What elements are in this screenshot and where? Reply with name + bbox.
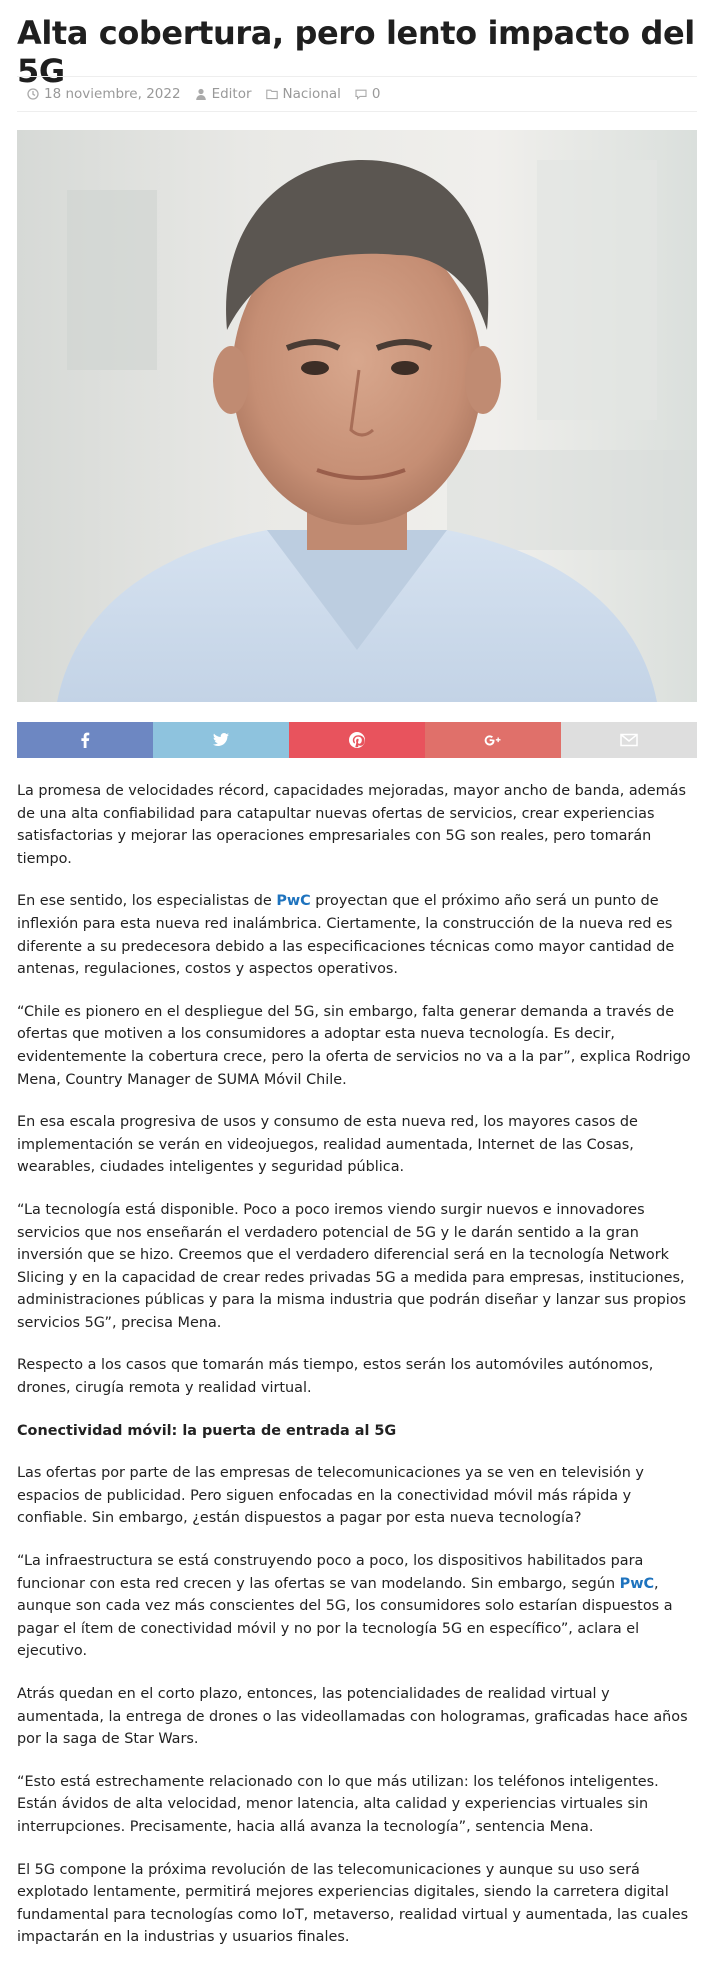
paragraph-text: , aunque son cada vez más conscientes del 5G, los consumidores solo estarían dispuestos a pagar el ítem de conectividad móvil y no por la tecnología 5G en específico”, aclara el ejecutivo.	[17, 1575, 673, 1660]
paragraph-text: En ese sentido, los especialistas de	[17, 893, 277, 910]
meta-date	[27, 86, 181, 102]
article-body	[17, 780, 701, 1969]
paragraph: En esa escala progresiva de usos y consumo de esta nueva red, los mayores casos de implementación se verán en videojuegos, realidad aumentada, Internet de las Cosas, wearables, ciudades inteligentes y seguridad pública.	[17, 1114, 638, 1176]
article-title: Alta cobertura, pero lento impacto del 5G	[17, 14, 695, 91]
paragraph: “Esto está estrechamente relacionado con lo que más utilizan: los teléfonos inteligentes. Están ávidos de alta velocidad, menor latencia, alta calidad y experiencias virtuales sin interrupciones. Precisamente, hacia allá avanza la tecnología”, sentencia Mena.	[17, 1773, 659, 1835]
pwc-link[interactable]: PwC	[276, 893, 311, 910]
paragraph-text: “La infraestructura se está construyendo poco a poco, los dispositivos habilitados para funcionar con esta red crecen y las ofertas se van modelando. Sin embargo, según	[17, 1553, 644, 1592]
paragraph: El 5G compone la próxima revolución de las telecomunicaciones y aunque su uso será explotado lentamente, permitirá mejores experiencias digitales, siendo la carretera digital fundamental para tecnologías como IoT, metaverso, realidad virtual y aumentada, las cuales impactarán en la industrias y usuarios finales.	[17, 1861, 689, 1946]
meta-date-text: 18 noviembre, 2022	[44, 86, 181, 102]
share-twitter-button[interactable]	[153, 722, 289, 758]
article-meta	[17, 76, 697, 112]
portrait-photo	[17, 130, 697, 702]
paragraph: “Chile es pionero en el despliegue del 5G, sin embargo, falta generar demanda a través de ofertas que motiven a los consumidores a adoptar esta nueva tecnología. Es decir, evidentemente la cobertura crece, pero la oferta de servicios no va a la par”, explica Rodrigo Mena, Country Manager de SUMA Móvil Chile.	[17, 1003, 691, 1088]
pwc-link[interactable]: PwC	[619, 1575, 655, 1592]
clock-icon	[27, 88, 39, 100]
twitter-icon	[211, 731, 231, 749]
share-google-plus-button[interactable]	[425, 722, 561, 758]
meta-author-text[interactable]: Editor	[211, 86, 252, 102]
paragraph: “La tecnología está disponible. Poco a poco iremos viendo surgir nuevos e innovadores servicios que nos enseñarán el verdadero potencial de 5G y le darán sentido a la gran inversión que se hizo. Creemos que el verdadero diferencial será en la tecnología Network Slicing y en la capacidad de crear redes privadas 5G a medida para empresas, instituciones, administraciones públicas y para la misma industria que podrán diseñar y lanzar sus propios servicios 5G”, precisa Mena.	[17, 1201, 687, 1331]
email-icon	[619, 731, 639, 749]
paragraph	[17, 890, 701, 980]
share-pinterest-button[interactable]	[289, 722, 425, 758]
pinterest-icon	[347, 731, 367, 749]
comment-icon	[355, 88, 367, 100]
user-icon	[195, 88, 207, 100]
meta-category[interactable]	[266, 86, 341, 102]
share-bar	[17, 722, 697, 758]
paragraph: Respecto a los casos que tomarán más tiempo, estos serán los automóviles autónomos, drones, cirugía remota y realidad virtual.	[17, 1357, 654, 1397]
facebook-icon	[75, 731, 95, 749]
paragraph: Atrás quedan en el corto plazo, entonces, las potencialidades de realidad virtual y aumentada, la entrega de drones o las videollamadas con hologramas, graficadas hace años por la saga de Star Wars.	[17, 1686, 688, 1748]
share-facebook-button[interactable]	[17, 722, 153, 758]
paragraph: Las ofertas por parte de las empresas de telecomunicaciones ya se ven en televisión y espacios de publicidad. Pero siguen enfocadas en la conectividad móvil más rápida y confiable. Sin embargo, ¿están dispuestos a pagar por esta nueva tecnología?	[17, 1465, 644, 1527]
article-photo	[17, 130, 697, 702]
share-email-button[interactable]	[561, 722, 697, 758]
meta-comments-count[interactable]: 0	[371, 86, 381, 102]
paragraph	[17, 1550, 701, 1663]
meta-category-text[interactable]: Nacional	[282, 86, 341, 102]
meta-comments[interactable]	[355, 86, 381, 102]
google-plus-icon	[483, 731, 503, 749]
paragraph-text: proyectan que el próximo año será un punto de inflexión para esta nueva red inalámbrica. Ciertamente, la construcción de la nueva red es diferente a su predecesora debido a las especificaciones técnicas como mayor cantidad de antenas, regulaciones, costos y aspectos operativos.	[17, 893, 675, 978]
paragraph: La promesa de velocidades récord, capacidades mejoradas, mayor ancho de banda, además de una alta confiabilidad para catapultar nuevas ofertas de servicios, crear experiencias satisfactorias y mejorar las operaciones empresariales con 5G son reales, pero tomarán tiempo.	[17, 783, 686, 867]
folder-icon	[266, 88, 278, 100]
section-heading: Conectividad móvil: la puerta de entrada al 5G	[17, 1422, 397, 1439]
meta-author[interactable]	[195, 86, 252, 102]
